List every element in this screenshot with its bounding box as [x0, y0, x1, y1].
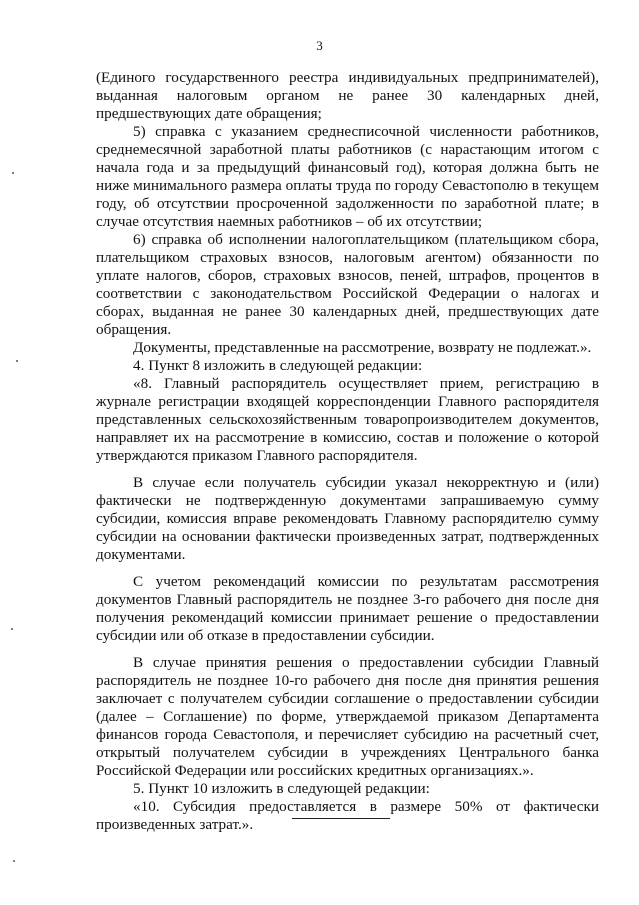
paragraph-item-5: 5) справка с указанием среднесписочной численности работников, среднемесячной заработной платы работников (с нарастающим итогом с начала года и за предыдущий финансовый год), которая должна быть не ниже минимального размера оплаты труда по городу Севастополю в текущем году, об отсутствии просроченной задолженности по заработной плате; в случае отсутствия наемных работников – об их отсутствии;	[96, 123, 599, 230]
scan-speck	[16, 360, 18, 362]
paragraph-amendment-4: 4. Пункт 8 изложить в следующей редакции:	[133, 357, 423, 374]
closing-rule	[292, 818, 390, 819]
scan-speck	[11, 628, 13, 630]
paragraph-amendment-5: 5. Пункт 10 изложить в следующей редакции:	[133, 780, 430, 797]
paragraph-continuation: (Единого государственного реестра индивидуальных предпринимателей), выданная налоговым органом не ранее 30 календарных дней, предшествующих дате обращения;	[96, 69, 599, 122]
paragraph-commission-decision: С учетом рекомендаций комиссии по результатам рассмотрения документов Главный распорядитель не позднее 3-го рабочего дня после дня получения рекомендаций комиссии принимает решение о предоставлении субсидии или об отказе в предоставлении субсидии.	[96, 573, 599, 644]
paragraph-agreement: В случае принятия решения о предоставлении субсидии Главный распорядитель не позднее 10-го рабочего дня после дня принятия решения заключает с получателем субсидии соглашение о предоставлении субсидии (далее – Соглашение) по форме, утверждаемой приказом Департамента финансов города Севастополя, и перечисляет субсидию на расчетный счет, открытый получателем субсидии в учреждениях Центрального банка Российской Федерации или российских кредитных организациях.».	[96, 654, 599, 779]
scan-speck	[12, 172, 14, 174]
paragraph-documents-not-returned: Документы, представленные на рассмотрение, возврату не подлежат.».	[133, 339, 592, 356]
page-number: 3	[316, 38, 323, 53]
paragraph-incorrect-sum: В случае если получатель субсидии указал некорректную и (или) фактически не подтвержденную документами запрашиваемую сумму субсидии, комиссия вправе рекомендовать Главному распорядителю сумму субсидии на основании фактически произведенных затрат, подтвержденных документами.	[96, 474, 599, 563]
paragraph-item-6: 6) справка об исполнении налогоплательщиком (плательщиком сбора, плательщиком страховых взносов, налоговым агентом) обязанности по уплате налогов, сборов, страховых взносов, пеней, штрафов, процентов в соответствии с законодательством Российской Федерации о налогах и сборах, выданная не ранее 30 календарных дней, предшествующих дате обращения.	[96, 231, 599, 338]
scan-speck	[13, 860, 15, 862]
paragraph-clause-10: «10. Субсидия предоставляется в размере 50% от фактически произведенных затрат.».	[96, 798, 599, 833]
paragraph-clause-8: «8. Главный распорядитель осуществляет прием, регистрацию в журнале регистрации входящей корреспонденции Главного распорядителя представленных сельскохозяйственным товаропроизводителем документов, направляет их на рассмотрение в комиссию, состав и положение о которой утверждаются приказом Главного распорядителя.	[96, 375, 599, 464]
document-body	[96, 69, 599, 834]
